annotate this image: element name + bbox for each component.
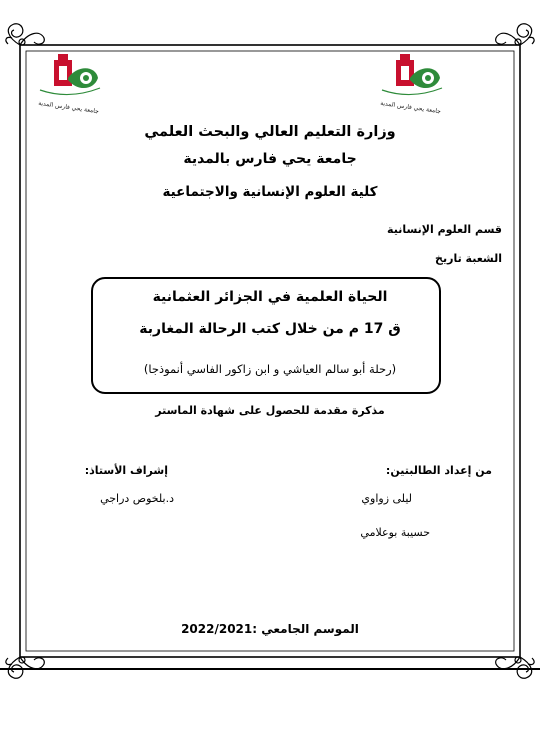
memo-purpose: مذكرة مقدمة للحصول على شهادة الماستر xyxy=(155,404,385,417)
thesis-subtitle: (رحلة أبو سالم العياشي و ابن زاكور الفاسي أنموذجا) xyxy=(143,362,397,376)
thesis-title-line-1: الحياة العلمية في الجزائر العثمانية xyxy=(152,289,388,305)
corner-ornament-top-left xyxy=(6,24,44,45)
faculty-name: كلية العلوم الإنسانية والاجتماعية xyxy=(162,184,378,200)
prepared-by-label: من إعداد الطالبتين: xyxy=(385,464,492,477)
department-name: قسم العلوم الإنسانية xyxy=(387,223,502,236)
supervisor-name: د.بلخوص دراجي xyxy=(100,492,174,505)
student-name-1: ليلى زواوي xyxy=(361,492,412,505)
ministry-title: وزارة التعليم العالي والبحث العلمي xyxy=(144,124,396,140)
page-bottom-rule xyxy=(0,668,540,670)
academic-season: الموسم الجامعي :2022/2021 xyxy=(181,622,359,636)
branch-name: الشعبة تاريخ xyxy=(435,252,502,265)
logo-caption-right: جامعة يحي فارس المدية xyxy=(379,99,442,116)
supervision-label: إشراف الأستاذ: xyxy=(84,464,168,477)
university-name: جامعة يحي فارس بالمدية xyxy=(183,151,357,167)
logo-caption-left: جامعة يحي فارس المدية xyxy=(37,99,100,116)
thesis-title-line-2: ق 17 م من خلال كتب الرحالة المغاربة xyxy=(139,321,401,337)
corner-ornament-top-right xyxy=(496,24,534,45)
student-name-2: حسيبة بوعلامي xyxy=(360,526,430,539)
